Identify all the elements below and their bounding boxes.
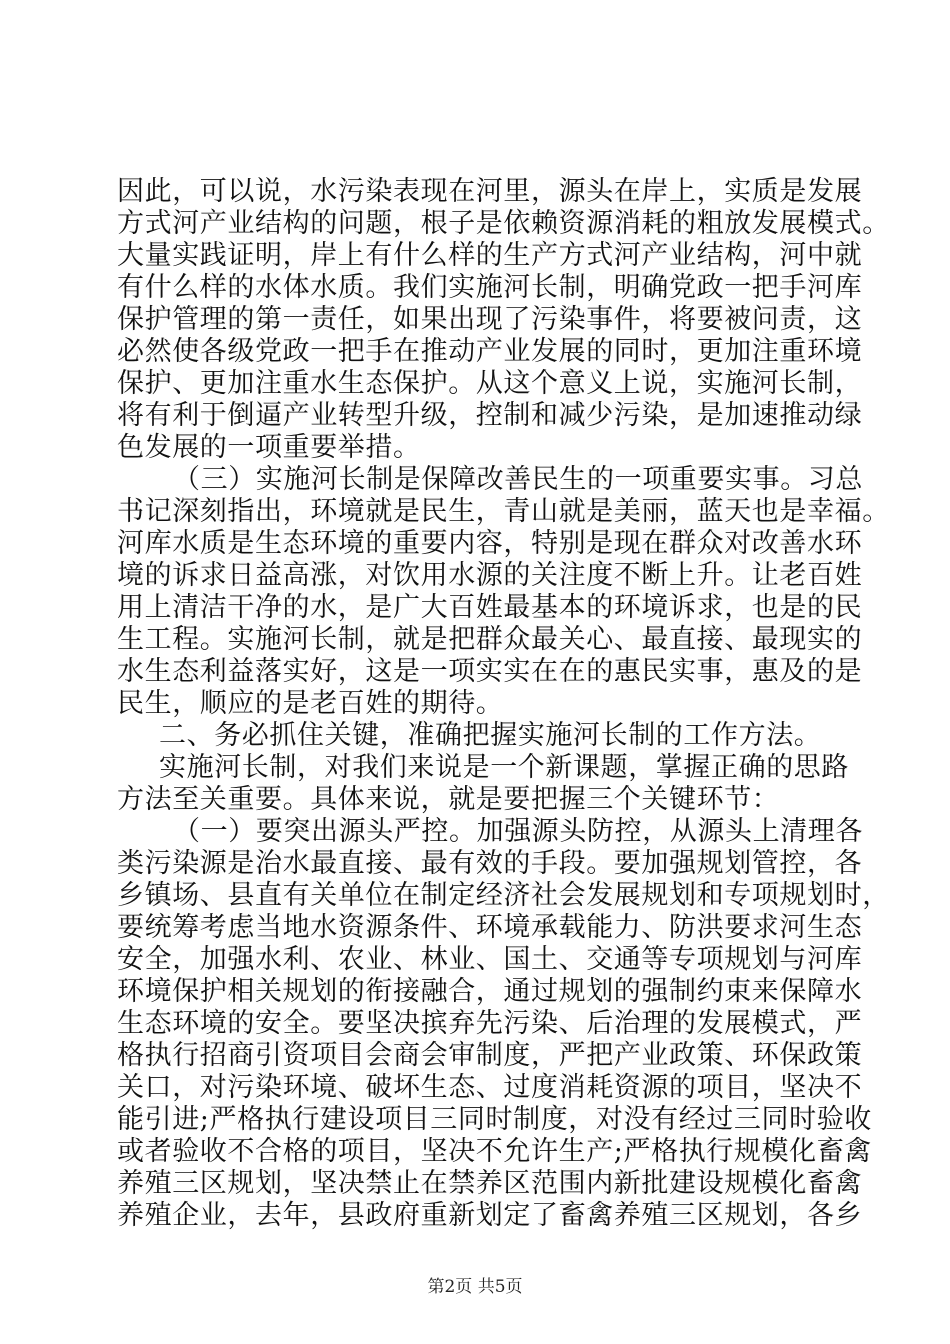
text-line: 或者验收不合格的项目，坚决不允许生产;严格执行规模化畜禽 <box>117 1136 872 1167</box>
text-line: 将有利于倒逼产业转型升级，控制和减少污染，是加速推动绿 <box>117 400 863 431</box>
text-line: 生工程。实施河长制，就是把群众最关心、最直接、最现实的 <box>117 624 863 655</box>
text-line: 生态环境的安全。要坚决摈弃先污染、后治理的发展模式，严 <box>117 1008 863 1039</box>
paragraph-start-line: （三）实施河长制是保障改善民生的一项重要实事。习总 <box>173 464 863 495</box>
text-line: 因此，可以说，水污染表现在河里，源头在岸上，实质是发展 <box>117 176 863 207</box>
text-line: 境的诉求日益高涨，对饮用水源的关注度不断上升。让老百姓 <box>117 560 863 591</box>
paragraph-start-line: （一）要突出源头严控。加强源头防控，从源头上清理各 <box>173 816 863 847</box>
text-line: 方法至关重要。具体来说，就是要把握三个关键环节： <box>117 784 780 815</box>
text-line: 类污染源是治水最直接、最有效的手段。要加强规划管控，各 <box>117 848 863 879</box>
text-line: 色发展的一项重要举措。 <box>117 432 421 463</box>
text-line: 用上清洁干净的水，是广大百姓最基本的环境诉求，也是的民 <box>117 592 863 623</box>
text-line: 河库水质是生态环境的重要内容，特别是现在群众对改善水环 <box>117 528 863 559</box>
text-line: 要统筹考虑当地水资源条件、环境承载能力、防洪要求河生态 <box>117 912 863 943</box>
text-line: 环境保护相关规划的衔接融合，通过规划的强制约束来保障水 <box>117 976 863 1007</box>
document-body <box>117 176 890 1232</box>
text-line: 保护、更加注重水生态保护。从这个意义上说，实施河长制， <box>117 368 863 399</box>
text-line: 乡镇场、县直有关单位在制定经济社会发展规划和专项规划时， <box>117 880 890 911</box>
text-line: 养殖企业，去年，县政府重新划定了畜禽养殖三区规划，各乡 <box>117 1200 863 1231</box>
text-line: 民生，顺应的是老百姓的期待。 <box>117 688 504 719</box>
text-line: 关口，对污染环境、破坏生态、过度消耗资源的项目，坚决不 <box>117 1072 863 1103</box>
section-heading: 二、务必抓住关键，准确把握实施河长制的工作方法。 <box>159 720 822 751</box>
paragraph-start-line: 实施河长制，对我们来说是一个新课题，掌握正确的思路 <box>159 752 849 783</box>
text-line: 格执行招商引资项目会商会审制度，严把产业政策、环保政策 <box>117 1040 863 1071</box>
text-line: 必然使各级党政一把手在推动产业发展的同时，更加注重环境 <box>117 336 863 367</box>
text-line: 方式河产业结构的问题，根子是依赖资源消耗的粗放发展模式。 <box>117 208 890 239</box>
text-line: 水生态利益落实好，这是一项实实在在的惠民实事，惠及的是 <box>117 656 863 687</box>
text-line: 有什么样的水体水质。我们实施河长制，明确党政一把手河库 <box>117 272 863 303</box>
text-line: 安全，加强水利、农业、林业、国土、交通等专项规划与河库 <box>117 944 863 975</box>
text-line: 养殖三区规划，坚决禁止在禁养区范围内新批建设规模化畜禽 <box>117 1168 863 1199</box>
text-line: 书记深刻指出，环境就是民生，青山就是美丽，蓝天也是幸福。 <box>117 496 890 527</box>
page-number-footer: 第2页 共5页 <box>427 1277 523 1297</box>
text-line: 保护管理的第一责任，如果出现了污染事件，将要被问责，这 <box>117 304 863 335</box>
text-line: 能引进;严格执行建设项目三同时制度，对没有经过三同时验收 <box>117 1104 872 1135</box>
text-line: 大量实践证明，岸上有什么样的生产方式河产业结构，河中就 <box>117 240 863 271</box>
